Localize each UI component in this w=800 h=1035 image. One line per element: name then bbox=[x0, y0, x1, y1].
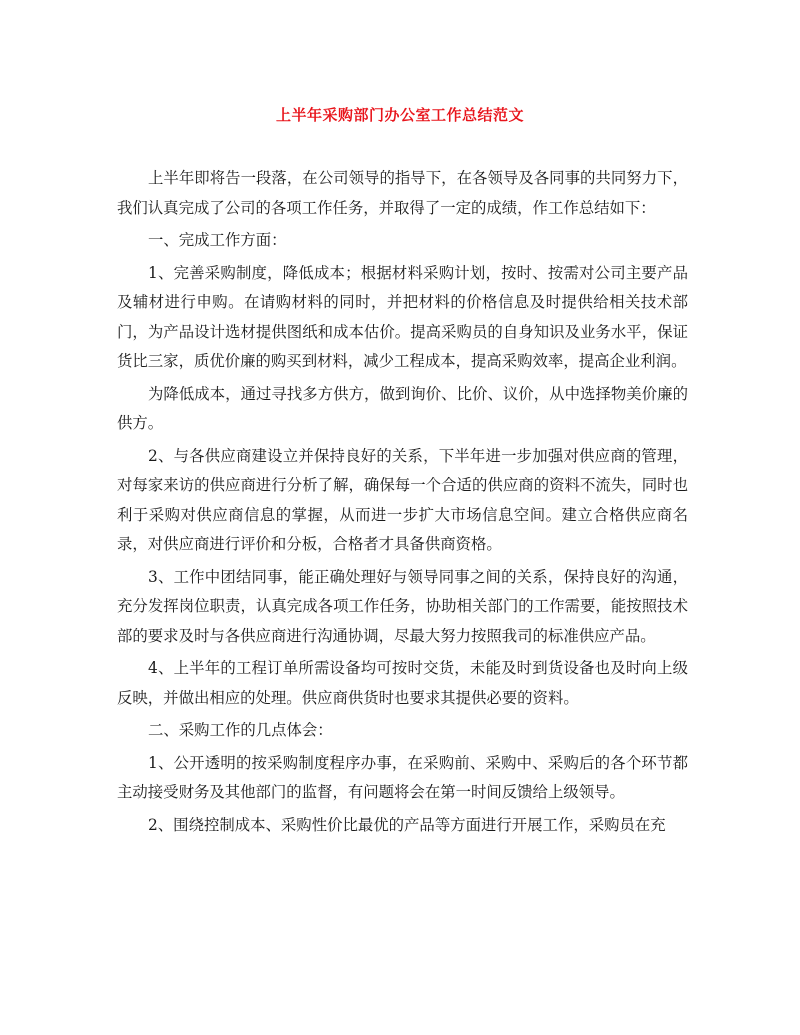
paragraph-experience-1: 1、公开透明的按采购制度程序办事，在采购前、采购中、采购后的各个环节都主动接受财务及其他部门的监督，有问题将会在第一时间反馈给上级领导。 bbox=[117, 753, 688, 801]
document-body bbox=[117, 164, 688, 843]
section-heading-experience: 二、采购工作的几点体会： bbox=[148, 721, 333, 739]
paragraph-item-1: 1、完善采购制度，降低成本；根据材料采购计划，按时、按需对公司主要产品及辅材进行申购。在请购材料的同时，并把材料的价格信息及时提供给相关技术部门，为产品设计选材提供图纸和成本估价。提高采购员的自身知识及业务水平，保证货比三家，质优价廉的购买到材料，减少工程成本，提高采购效率，提高企业利润。 bbox=[117, 263, 688, 370]
paragraph-item-4: 4、上半年的工程订单所需设备均可按时交货，未能及时到货设备也及时向上级反映，并做出相应的处理。供应商供货时也要求其提供必要的资料。 bbox=[117, 659, 688, 707]
paragraph-experience-2: 2、围绕控制成本、采购性价比最优的产品等方面进行开展工作，采购员在充 bbox=[148, 815, 666, 834]
paragraph-item-2: 2、与各供应商建设立并保持良好的关系，下半年进一步加强对供应商的管理，对每家来访的供应商进行分析了解，确保每一个合适的供应商的资料不流失，同时也利于采购对供应商信息的掌握，从而进一步扩大市场信息空间。建立合格供应商名录，对供应商进行评价和分板，合格者才具备供商资格。 bbox=[117, 446, 688, 553]
document-title: 上半年采购部门办公室工作总结范文 bbox=[275, 106, 524, 124]
paragraph-cost-reduction: 为降低成本，通过寻找多方供方，做到询价、比价、议价，从中选择物美价廉的供方。 bbox=[117, 384, 688, 432]
section-heading-work-completed: 一、完成工作方面： bbox=[148, 231, 287, 249]
paragraph-item-3: 3、工作中团结同事，能正确处理好与领导同事之间的关系，保持良好的沟通，充分发挥岗位职责，认真完成各项工作任务，协助相关部门的工作需要，能按照技术部的要求及时与各供应商进行沟通协调，尽最大努力按照我司的标准供应产品。 bbox=[117, 567, 688, 645]
paragraph-intro: 上半年即将告一段落，在公司领导的指导下，在各领导及各同事的共同努力下，我们认真完成了公司的各项工作任务，并取得了一定的成绩，作工作总结如下： bbox=[117, 169, 688, 217]
